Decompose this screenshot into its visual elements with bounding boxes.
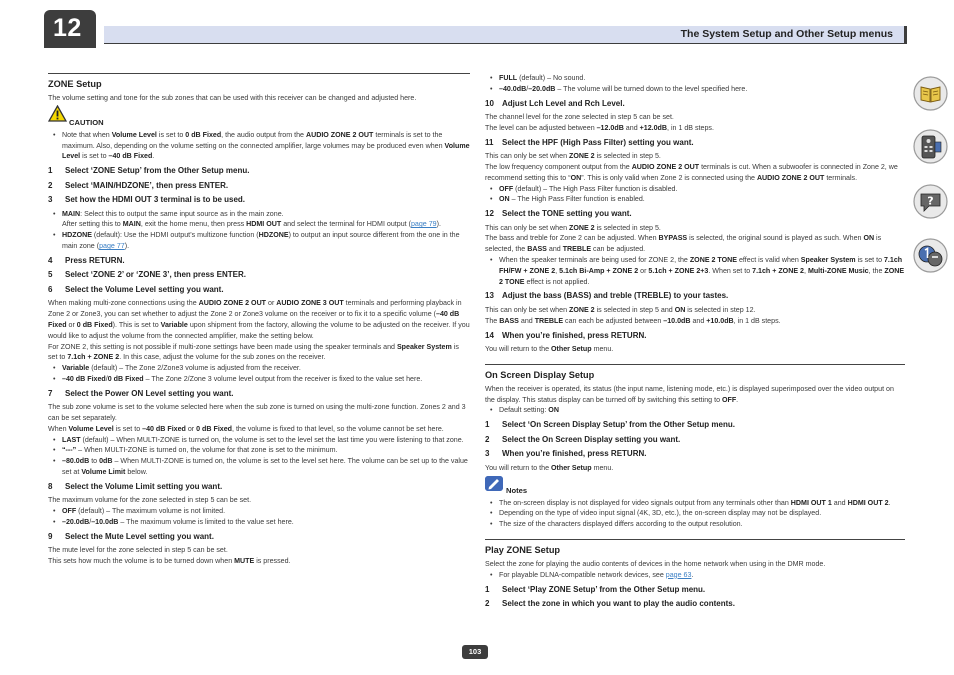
notes-heading (485, 479, 905, 496)
svg-text:?: ? (927, 194, 934, 208)
step-14: 14 When you’re finished, press RETURN. (485, 330, 647, 340)
hpf-on-option: • ON – The High Pass Filter function is enabled. (485, 194, 905, 205)
note-2: • Depending on the type of video input signal (4K, 3D, etc.), the on-screen display may not be displayed. (485, 508, 905, 519)
hpf-off-option: • OFF (default) – The High Pass Filter function is disabled. (485, 184, 905, 195)
page-77-link[interactable]: page 77 (99, 242, 125, 251)
fixed-option: • –40 dB Fixed/0 dB Fixed – The Zone 2/Zone 3 volume level output from the receiver is fixed to the value set here. (48, 374, 470, 385)
zone-setup-intro: The volume setting and tone for the sub zones that can be used with this receiver can be changed and adjusted here. (48, 94, 417, 102)
step-3: 3 Set how the HDMI OUT 3 terminal is to be used. (48, 195, 246, 205)
osd-intro: When the receiver is operated, its status (the input name, listening mode, etc.) is displayed superimposed over the video output on the display. This status display can be turned off by switching this setting to OFF. (485, 384, 894, 404)
header-bar (104, 26, 907, 44)
left-column (48, 73, 470, 567)
step-10: 10 Adjust Lch Level and Rch Level. (485, 98, 625, 108)
power-on-text-2: When Volume Level is set to –40 dB Fixed or 0 dB Fixed, the volume is fixed to that level, so the volume cannot be set here. (48, 424, 444, 433)
bass-treble-text-2: The BASS and TREBLE can each be adjusted between –10.0dB and +10.0dB, in 1 dB steps. (485, 316, 781, 325)
caution-label: CAUTION (69, 117, 104, 127)
osd-default: • Default setting: ON (485, 405, 905, 416)
caution-heading (48, 110, 470, 128)
hdzone-option: • HDZONE (default): Use the HDMI output’s multizone function (HDZONE) to output an input source different from the one in the main zone (page 77). (48, 230, 470, 252)
volume-level-text-1: When making multi-zone connections using the AUDIO ZONE 2 OUT or AUDIO ZONE 3 OUT terminals and performing playback in Zone 2 or Zone3, you can set whether to adjust the Zone 2 or Zone3 volume on the receiver or to fix it to a specific volume (–40 dB Fixed or 0 dB Fixed). This is set to Variable upon shipment from the factory, allowing the volume to be adjusted on the receiver. If you would like to adjust the volume from the connected amplifier, make the setting below. (48, 299, 470, 340)
step-5: 5 Select ‘ZONE 2’ or ‘ZONE 3’, then press ENTER. (48, 270, 246, 280)
limit-off-option: • OFF (default) – The maximum volume is not limited. (48, 506, 470, 517)
channel-level-text-2: The level can be adjusted between –12.0dB and +12.0dB, in 1 dB steps. (485, 123, 714, 132)
section-divider (485, 539, 905, 540)
step-13: 13 Adjust the bass (BASS) and treble (TREBLE) to your tastes. (485, 291, 729, 301)
tone-note: • When the speaker terminals are being used for ZONE 2, the ZONE 2 TONE effect is valid when Speaker System is set to 7.1ch FH/FW + ZONE 2, 5.1ch Bi-Amp + ZONE 2 or 5.1ch + ZONE 2+3. When set to 7.1ch + ZONE 2, Multi-ZONE Music, the ZONE 2 TONE effect is not applied. (485, 255, 905, 287)
tone-text-2: The bass and treble for Zone 2 can be adjusted. When BYPASS is selected, the original sound is played as such. When ON is selected, the BASS and TREBLE can be adjusted. (485, 234, 882, 254)
notes-label: Notes (506, 485, 528, 495)
mute-full-option: • FULL (default) – No sound. (485, 73, 905, 84)
osd-step-3: 3 When you’re finished, press RETURN. (485, 449, 647, 459)
variable-option: • Variable (default) – The Zone 2/Zone3 volume is adjusted from the receiver. (48, 363, 470, 374)
bass-treble-text-1: This can only be set when ZONE 2 is selected in step 5 and ON is selected in step 12. (485, 305, 756, 314)
last-option: • LAST (default) – When MULTI-ZONE is turned on, the volume is set to the level set the last time you were listening to that zone. (48, 435, 470, 446)
dash-option: • “---” – When MULTI-ZONE is turned on, the volume for that zone is set to the minimum. (48, 445, 470, 456)
step-1: 1 Select ‘ZONE Setup’ from the Other Setup menu. (48, 166, 250, 176)
hpf-text-1: This can only be set when ZONE 2 is selected in step 5. (485, 152, 661, 161)
power-on-text-1: The sub zone volume is set to the volume selected here when the sub zone is turned on using the multi-zone function. Zones 2 and 3 can be set separately. (48, 403, 466, 423)
step-8: 8 Select the Volume Limit setting you want. (48, 481, 223, 491)
hpf-text-2: The low frequency component output from the AUDIO ZONE 2 OUT terminals is cut. When a subwoofer is connected in Zone 2, we recommend setting this to “ON”. This is only valid when Zone 2 is connected using the AUDIO ZONE 2 OUT terminals. (485, 162, 898, 182)
right-column (485, 73, 905, 613)
mute-level-text-1: The mute level for the zone selected in step 5 can be set. (48, 546, 228, 555)
question-speech-icon[interactable] (913, 184, 948, 219)
section-divider (48, 73, 470, 74)
limit-value-option: • –20.0dB/–10.0dB – The maximum volume is limited to the value set here. (48, 517, 470, 528)
page-79-link[interactable]: page 79 (410, 220, 437, 229)
step-12: 12 Select the TONE setting you want. (485, 209, 632, 219)
book-icon[interactable] (913, 76, 948, 111)
caution-text: • Note that when Volume Level is set to 0 dB Fixed, the audio output from the AUDIO ZONE 2 OUT terminals is set to the maximum. Also, depending on the volume setting on the connected amplifier, large volumes may be produced even when Volume Level is set to –40 dB Fixed. (48, 130, 470, 162)
caution-icon (48, 105, 67, 122)
step-7: 7 Select the Power ON Level setting you want. (48, 388, 234, 398)
osd-setup-title: On Screen Display Setup (485, 369, 595, 380)
note-icon (485, 476, 503, 491)
osd-step-1: 1 Select ‘On Screen Display Setup’ from the Other Setup menu. (485, 420, 735, 430)
play-zone-intro: Select the zone for playing the audio contents of devices in the home network when using in the DMR mode. (485, 559, 826, 568)
header-bar-edge (904, 26, 907, 43)
main-option-detail: After setting this to MAIN, exit the home menu, then press HDMI OUT and select the terminal for HDMI output (page 79). (62, 220, 441, 229)
mute-level-text-2: This sets how much the volume is to be turned down when MUTE is pressed. (48, 557, 291, 566)
tone-text-1: This can only be set when ZONE 2 is selected in step 5. (485, 223, 661, 232)
numbered-circle-icon[interactable] (913, 238, 948, 273)
play-zone-bullet: • For playable DLNA-compatible network devices, see page 63. (485, 570, 905, 581)
main-option: • MAIN: Select this to output the same input source as in the main zone. (48, 209, 470, 220)
range-option: • –80.0dB to 0dB – When MULTI-ZONE is turned on, the volume is set to the level set here. The volume can be set up to the value set at Volume Limit below. (48, 456, 470, 478)
note-3: • The size of the characters displayed differs according to the output resolution. (485, 519, 905, 530)
step-2: 2 Select ‘MAIN/HDZONE’, then press ENTER. (48, 180, 229, 190)
remote-control-icon[interactable] (913, 129, 948, 164)
note-1: • The on-screen display is not displayed for video signals output from any terminals other than HDMI OUT 1 and HDMI OUT 2. (485, 498, 905, 509)
play-zone-title: Play ZONE Setup (485, 544, 561, 555)
zone-setup-title: ZONE Setup (48, 79, 102, 89)
step-9: 9 Select the Mute Level setting you want. (48, 531, 214, 541)
page-header-title: The System Setup and Other Setup menus (680, 28, 893, 40)
chapter-number: 12 (53, 14, 82, 42)
mute-value-option: • –40.0dB/–20.0dB – The volume will be turned down to the level specified here. (485, 84, 905, 95)
play-zone-step-2: 2 Select the zone in which you want to play the audio contents. (485, 599, 735, 609)
play-zone-step-1: 1 Select ‘Play ZONE Setup’ from the Other Setup menu. (485, 584, 706, 594)
volume-level-text-2: For ZONE 2, this setting is not possible if multi-zone settings have been made using the speaker terminals and Speaker System is set to 7.1ch + ZONE 2. In this case, adjust the volume for the sub zones on the receiver. (48, 342, 459, 362)
osd-step-2: 2 Select the On Screen Display setting you want. (485, 434, 681, 444)
volume-limit-text: The maximum volume for the zone selected in step 5 can be set. (48, 496, 252, 505)
page-number: 103 (462, 645, 488, 659)
section-divider (485, 364, 905, 365)
step-11: 11 Select the HPF (High Pass Filter) setting you want. (485, 137, 694, 147)
channel-level-text-1: The channel level for the zone selected in step 5 can be set. (485, 113, 674, 122)
osd-return-text: You will return to the Other Setup menu. (485, 463, 614, 472)
page-63-link[interactable]: page 63 (665, 570, 692, 579)
step-6: 6 Select the Volume Level setting you want. (48, 284, 224, 294)
step-4: 4 Press RETURN. (48, 255, 125, 265)
return-text: You will return to the Other Setup menu. (485, 345, 614, 354)
